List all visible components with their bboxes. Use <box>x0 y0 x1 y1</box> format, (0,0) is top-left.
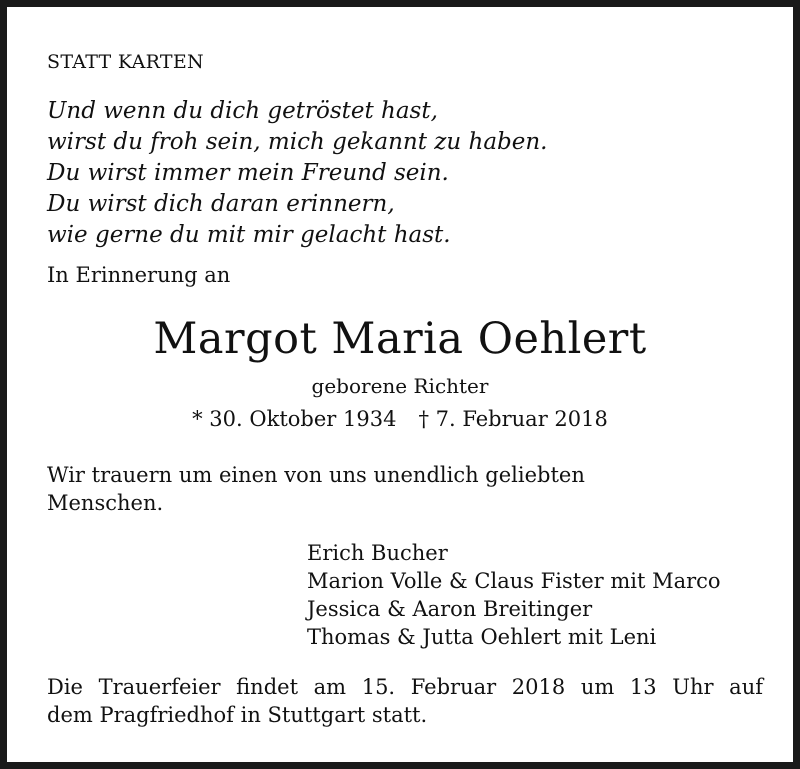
mourner-name: Thomas & Jutta Oehlert mit Leni <box>307 625 657 649</box>
mourners-list <box>307 539 721 651</box>
funeral-line: Die Trauerfeier findet am 15. Februar 2018 um 13 Uhr auf <box>47 675 763 699</box>
poem-line: Du wirst dich daran erinnern, <box>47 191 395 217</box>
poem-line: wie gerne du mit mir gelacht hast. <box>47 222 451 248</box>
mourner-name: Erich Bucher <box>307 541 448 565</box>
deceased-name: Margot Maria Oehlert <box>153 314 647 364</box>
statt-karten-label: STATT KARTEN <box>47 51 204 73</box>
mourning-line: Wir trauern um einen von uns unendlich geliebten <box>47 463 585 487</box>
funeral-line: dem Pragfriedhof in Stuttgart statt. <box>47 703 428 727</box>
birth-date: * 30. Oktober 1934 <box>192 407 397 431</box>
in-memory-of-label: In Erinnerung an <box>47 263 231 287</box>
mourner-name: Jessica & Aaron Breitinger <box>307 597 593 621</box>
death-date: † 7. Februar 2018 <box>418 407 608 431</box>
funeral-info <box>47 673 763 729</box>
mourning-statement <box>47 461 737 517</box>
maiden-name: geborene Richter <box>311 374 489 398</box>
poem-line: wirst du froh sein, mich gekannt zu haben. <box>47 129 548 155</box>
poem-line: Du wirst immer mein Freund sein. <box>47 160 449 186</box>
mourner-name: Marion Volle & Claus Fister mit Marco <box>307 569 721 593</box>
poem-line: Und wenn du dich getröstet hast, <box>47 98 438 124</box>
mourning-line: Menschen. <box>47 491 164 515</box>
life-dates <box>7 407 793 431</box>
memorial-poem <box>47 96 548 251</box>
